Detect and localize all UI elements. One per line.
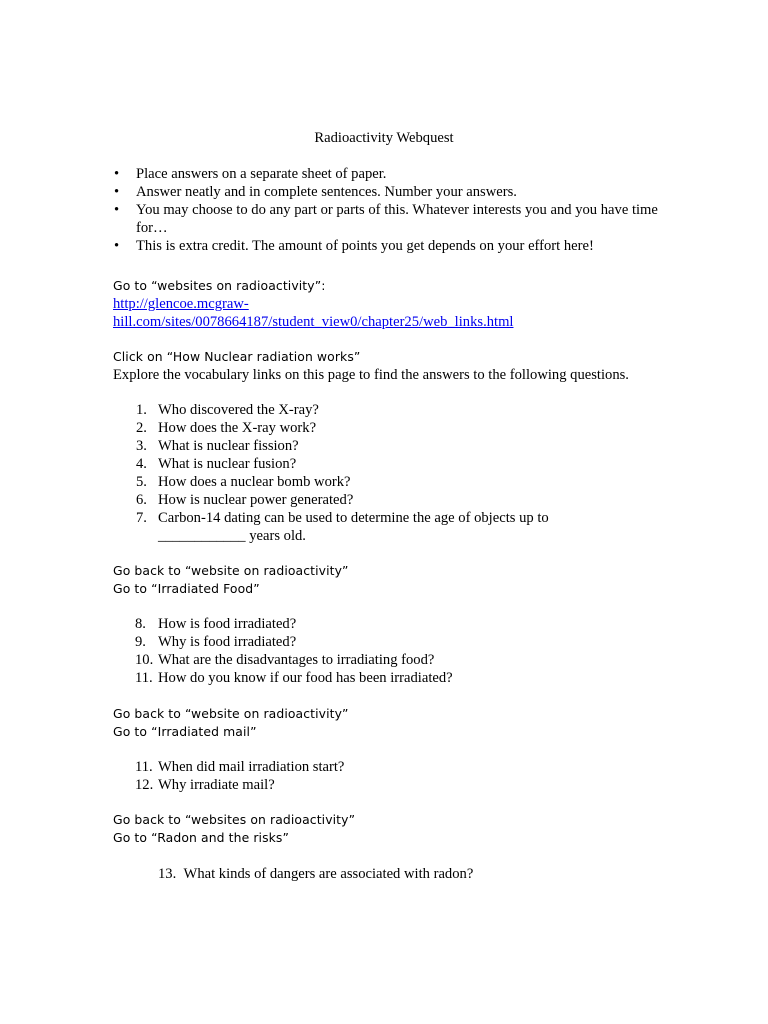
section4-header	[113, 811, 713, 847]
section2-goback-text: Go back to “website on radioactivity”	[113, 563, 349, 578]
question-item	[136, 615, 656, 633]
section3-header	[113, 705, 713, 741]
question-item	[136, 633, 656, 651]
question-item	[136, 758, 656, 776]
section4-goback-text: Go back to “websites on radioactivity”	[113, 812, 356, 827]
section1-click-text: Click on “How Nuclear radiation works”	[113, 349, 361, 364]
section1-header	[113, 348, 713, 384]
question-text: When did mail irradiation start?	[158, 759, 345, 775]
question-number: 5.	[136, 474, 147, 490]
section3-goto-text: Go to “Irradiated mail”	[113, 724, 257, 739]
question-number: 11.	[135, 759, 153, 775]
question-text: Why irradiate mail?	[158, 777, 275, 793]
question-text: What is nuclear fusion?	[158, 456, 297, 472]
intro-block	[113, 277, 713, 331]
question-text: Carbon-14 dating can be used to determine the age of objects up to	[158, 510, 549, 526]
question-number: 2.	[136, 420, 147, 436]
question-text: How is nuclear power generated?	[158, 492, 354, 508]
question-text: How do you know if our food has been irradiated?	[158, 670, 453, 686]
section1-questions	[136, 401, 656, 545]
question-item	[136, 491, 656, 509]
section2-header	[113, 562, 713, 598]
question-number: 11.	[135, 670, 153, 686]
question-number: 7.	[136, 510, 147, 526]
question-item	[158, 865, 473, 883]
instruction-item: • Answer neatly and in complete sentences. Number your answers.	[114, 183, 674, 201]
question-number: 12.	[135, 777, 154, 793]
section3-questions	[136, 758, 656, 794]
webquest-link-line2[interactable]: hill.com/sites/0078664187/student_view0/chapter25/web_links.html	[113, 314, 514, 330]
section2-questions	[136, 615, 656, 687]
intro-goto-text: Go to “websites on radioactivity”:	[113, 278, 326, 293]
instruction-item: • This is extra credit. The amount of points you get depends on your effort here!	[114, 237, 674, 255]
webquest-link[interactable]	[113, 296, 513, 330]
question-text: What is nuclear fission?	[158, 438, 299, 454]
instruction-item	[114, 201, 674, 237]
question-number: 13.	[158, 866, 177, 882]
question-item	[136, 437, 656, 455]
instructions-list	[114, 165, 674, 255]
section4-goto-text: Go to “Radon and the risks”	[113, 830, 289, 845]
question-number: 8.	[135, 616, 146, 632]
question-number: 6.	[136, 492, 147, 508]
question-item	[136, 473, 656, 491]
question-number: 1.	[136, 402, 147, 418]
question-number: 9.	[135, 634, 146, 650]
question-number: 4.	[136, 456, 147, 472]
question-text: Why is food irradiated?	[158, 634, 297, 650]
webquest-link-line1[interactable]: http://glencoe.mcgraw-	[113, 296, 249, 312]
question-text: Who discovered the X-ray?	[158, 402, 319, 418]
question-text: How is food irradiated?	[158, 616, 297, 632]
question-item	[136, 651, 656, 669]
question-item	[136, 509, 656, 545]
instruction-item: • Place answers on a separate sheet of paper.	[114, 165, 674, 183]
question-item	[136, 455, 656, 473]
question-item	[136, 669, 656, 687]
question-item	[136, 401, 656, 419]
question-continuation: ____________ years old.	[158, 528, 306, 544]
question-number: 3.	[136, 438, 147, 454]
question-item	[136, 776, 656, 794]
question-text: What kinds of dangers are associated with radon?	[183, 866, 474, 882]
question-text: What are the disadvantages to irradiating food?	[158, 652, 435, 668]
instruction-text: You may choose to do any part or parts of this. Whatever interests you and you have time for…	[136, 202, 658, 236]
question-text: How does the X-ray work?	[158, 420, 317, 436]
document-title: Radioactivity Webquest	[314, 130, 454, 146]
section2-goto-text: Go to “Irradiated Food”	[113, 581, 260, 596]
question-item	[136, 419, 656, 437]
section1-explore-text: Explore the vocabulary links on this page to find the answers to the following questions.	[113, 367, 629, 383]
question-number: 10.	[135, 652, 154, 668]
question-text: How does a nuclear bomb work?	[158, 474, 351, 490]
section3-goback-text: Go back to “website on radioactivity”	[113, 706, 349, 721]
